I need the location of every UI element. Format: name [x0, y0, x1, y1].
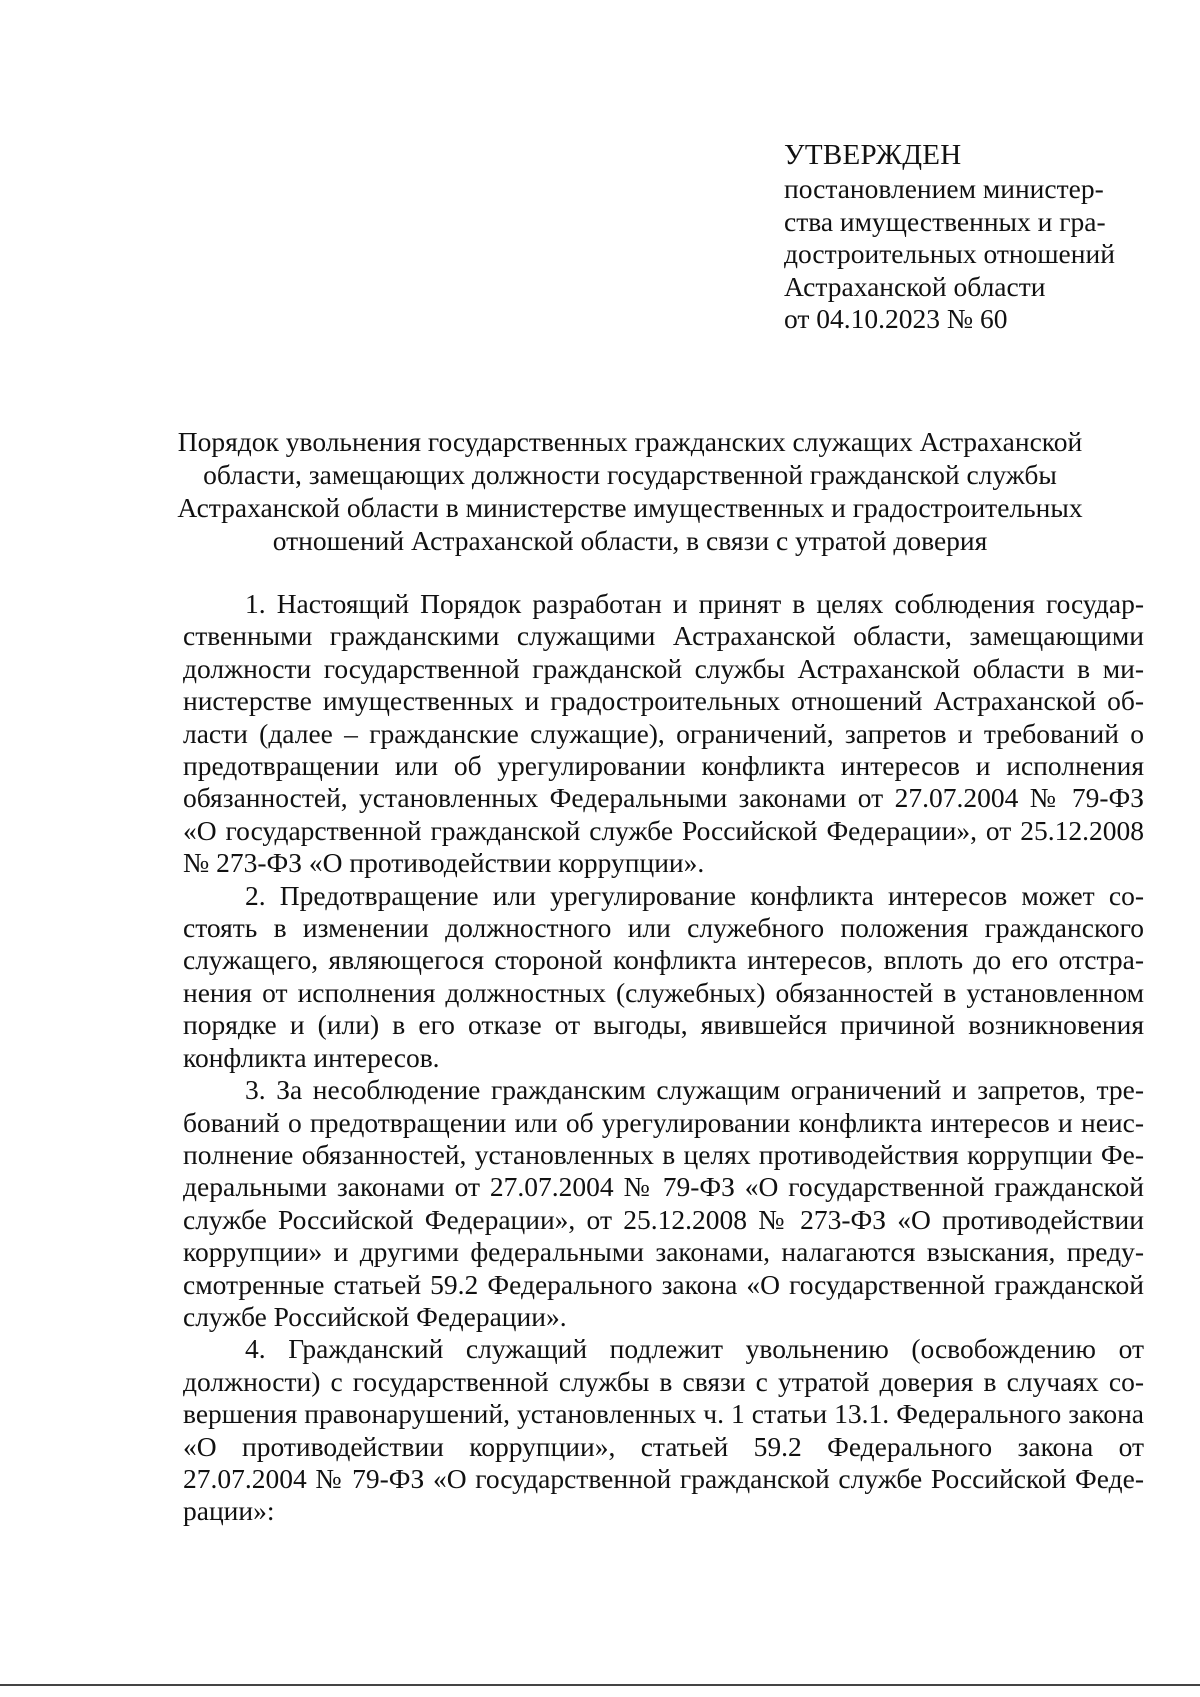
approval-line: постановлением министер-: [784, 173, 1104, 204]
paragraph-1: 1. Настоящий Порядок разработан и принят в целях соблюдения государственными гражданскими служащими Астраханской области, замещающими должности государственной гражданской службы Астраханской области в министерстве имущественных и градостроительных отношений Астраханской области (далее – гражданские служащие), ограничений, запретов и требований о предотвращении или об урегулировании конфликта интересов и исполнения обязанностей, установленных Федеральными законами от 27.07.2004 № 79-ФЗ «О государственной гражданской службе Российской Федерации», от 25.12.2008 № 273-ФЗ «О противодействии коррупции».: [183, 588, 1144, 879]
title-line: отношений Астраханской области, в связи с утратой доверия: [272, 525, 988, 556]
paragraph-3: 3. За несоблюдение гражданским служащим ограничений и запретов, требований о предотвращении или об урегулировании конфликта интересов и неисполнение обязанностей, установленных в целях противодействия коррупции Федеральными законами от 27.07.2004 № 79-ФЗ «О государственной гражданской службе Российской Федерации», от 25.12.2008 № 273-ФЗ «О противодействии коррупции» и другими федеральными законами, налагаются взыскания, предусмотренные статьей 59.2 Федерального закона «О государственной гражданской службе Российской Федерации».: [183, 1074, 1144, 1332]
title-line: Астраханской области в министерстве имущественных и градостроительных: [177, 492, 1083, 523]
title-line: Порядок увольнения государственных гражданских служащих Астраханской: [177, 426, 1083, 457]
approval-stamp: УТВЕРЖДЕН: [784, 139, 962, 171]
document-body: [183, 588, 1144, 1528]
paragraph-2: 2. Предотвращение или урегулирование конфликта интересов может состоять в изменении должностного или служебного положения гражданского служащего, являющегося стороной конфликта интересов, вплоть до его отстранения от исполнения должностных (служебных) обязанностей в установленном порядке и (или) в его отказе от выгоды, явившейся причиной возникновения конфликта интересов.: [183, 879, 1144, 1073]
title-line: области, замещающих должности государственной гражданской службы: [203, 459, 1057, 490]
approval-date-number: от 04.10.2023 № 60: [784, 303, 1008, 334]
approval-line: ства имущественных и гра-: [784, 205, 1106, 237]
document-title: [150, 425, 1110, 557]
paragraph-4: 4. Гражданский служащий подлежит увольнению (освобождению от должности) с государственной службы в связи с утратой доверия в случаях совершения правонарушений, установленных ч. 1 статьи 13.1. Федерального закона «О противодействии коррупции», статьей 59.2 Федерального закона от 27.07.2004 № 79-ФЗ «О государственной гражданской службе Российской Федерации»:: [183, 1333, 1144, 1527]
approval-line: достроительных отношений: [784, 238, 1115, 269]
approval-line: Астраханской области: [784, 270, 1046, 302]
approval-block: [784, 137, 1164, 336]
page-bottom-rule: [0, 1684, 1200, 1686]
